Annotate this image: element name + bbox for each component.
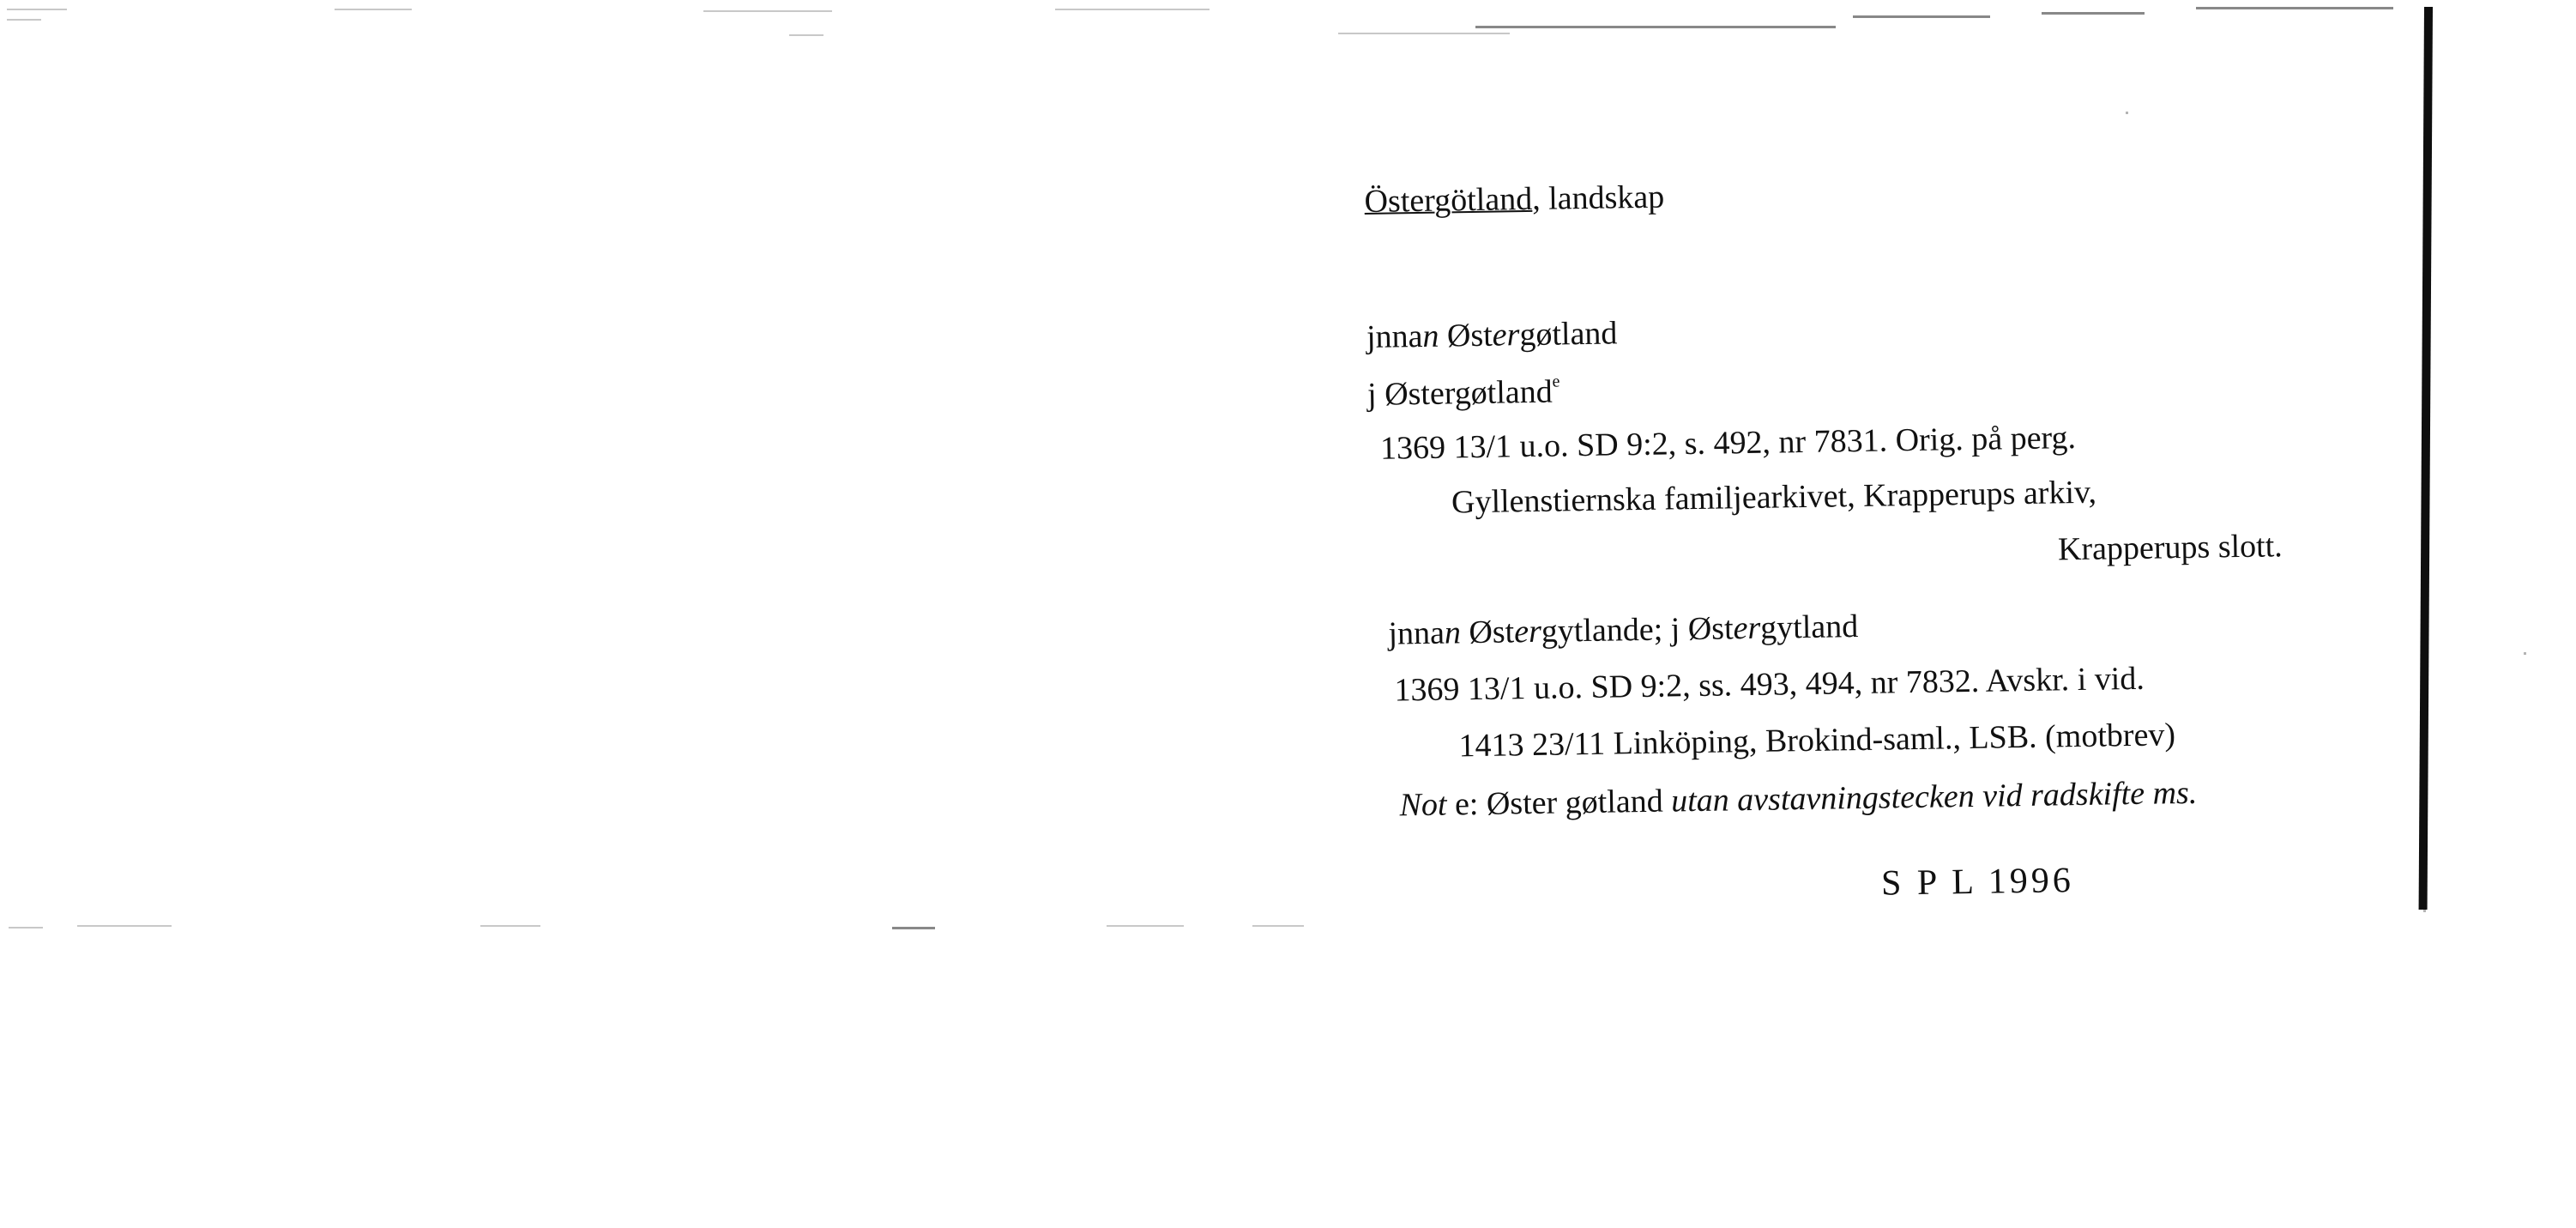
- footnote-marker: e: [1552, 372, 1560, 391]
- note-text: utan avstavningstecken vid radskifte ms.: [1670, 774, 2198, 820]
- citation-line: 1413 23/11 Linköping, Brokind-saml., LSB. (motbrev): [1458, 717, 2176, 765]
- form-text: jnna: [1366, 318, 1423, 355]
- citation-line: Gyllenstiernska familjearkivet, Krapperups arkiv,: [1451, 474, 2097, 521]
- scan-artifact: [77, 925, 172, 927]
- entry-heading: [1364, 178, 1665, 220]
- scan-artifact: [1338, 33, 1510, 34]
- scan-artifact: [2196, 7, 2393, 9]
- form-text: Øst: [1439, 317, 1493, 354]
- form-text: Øst: [1460, 614, 1515, 651]
- scan-artifact: [703, 10, 832, 12]
- heading-place-name: Östergötland: [1364, 180, 1533, 220]
- scan-artifact: [1853, 15, 1990, 18]
- scan-artifact: [1107, 925, 1184, 927]
- form-text: j Østergøtland: [1366, 373, 1553, 413]
- form-text: jnna: [1388, 614, 1445, 652]
- note-form: e: Øster gøtland: [1446, 783, 1672, 823]
- scan-artifact: [2423, 910, 2426, 912]
- form-text-italic: er: [1733, 609, 1761, 647]
- scan-artifact: [7, 9, 67, 10]
- scan-artifact: [335, 9, 412, 10]
- scan-artifact: [2042, 12, 2145, 15]
- note-line: [1399, 774, 2198, 824]
- heading-suffix: , landskap: [1531, 178, 1665, 217]
- form-line: [1388, 610, 1858, 650]
- citation-line: 1369 13/1 u.o. SD 9:2, ss. 493, 494, nr 7832. Avskr. i vid.: [1394, 660, 2145, 709]
- form-text-italic: n: [1444, 614, 1462, 651]
- scan-artifact: [789, 34, 823, 36]
- scan-artifact: [2524, 652, 2526, 655]
- form-text-italic: n: [1422, 318, 1439, 354]
- form-text-italic: er: [1492, 317, 1520, 354]
- scan-artifact: [480, 925, 540, 927]
- form-text: gytlande; j Øst: [1541, 610, 1734, 650]
- form-text: gøtland: [1519, 315, 1618, 354]
- form-line: [1366, 317, 1618, 354]
- form-text-italic: er: [1513, 613, 1542, 650]
- scan-artifact: [1055, 9, 1210, 10]
- citation-line: Krapperups slott.: [2057, 528, 2283, 568]
- scan-artifact: [7, 19, 41, 21]
- form-text: gytland: [1759, 608, 1859, 646]
- scan-artifact: [892, 927, 935, 929]
- document-card: [1364, 156, 2350, 904]
- page-edge-shadow: [2419, 7, 2433, 910]
- scan-artifact: [1252, 925, 1304, 927]
- scan-artifact: [9, 927, 43, 929]
- citation-line: 1369 13/1 u.o. SD 9:2, s. 492, nr 7831. Orig. på perg.: [1379, 420, 2077, 467]
- form-line: [1367, 372, 1560, 411]
- footer-mark: S P L 1996: [1880, 861, 2075, 904]
- note-label: Not: [1399, 786, 1447, 824]
- scan-artifact: [2126, 112, 2128, 114]
- scan-artifact: [1475, 26, 1836, 28]
